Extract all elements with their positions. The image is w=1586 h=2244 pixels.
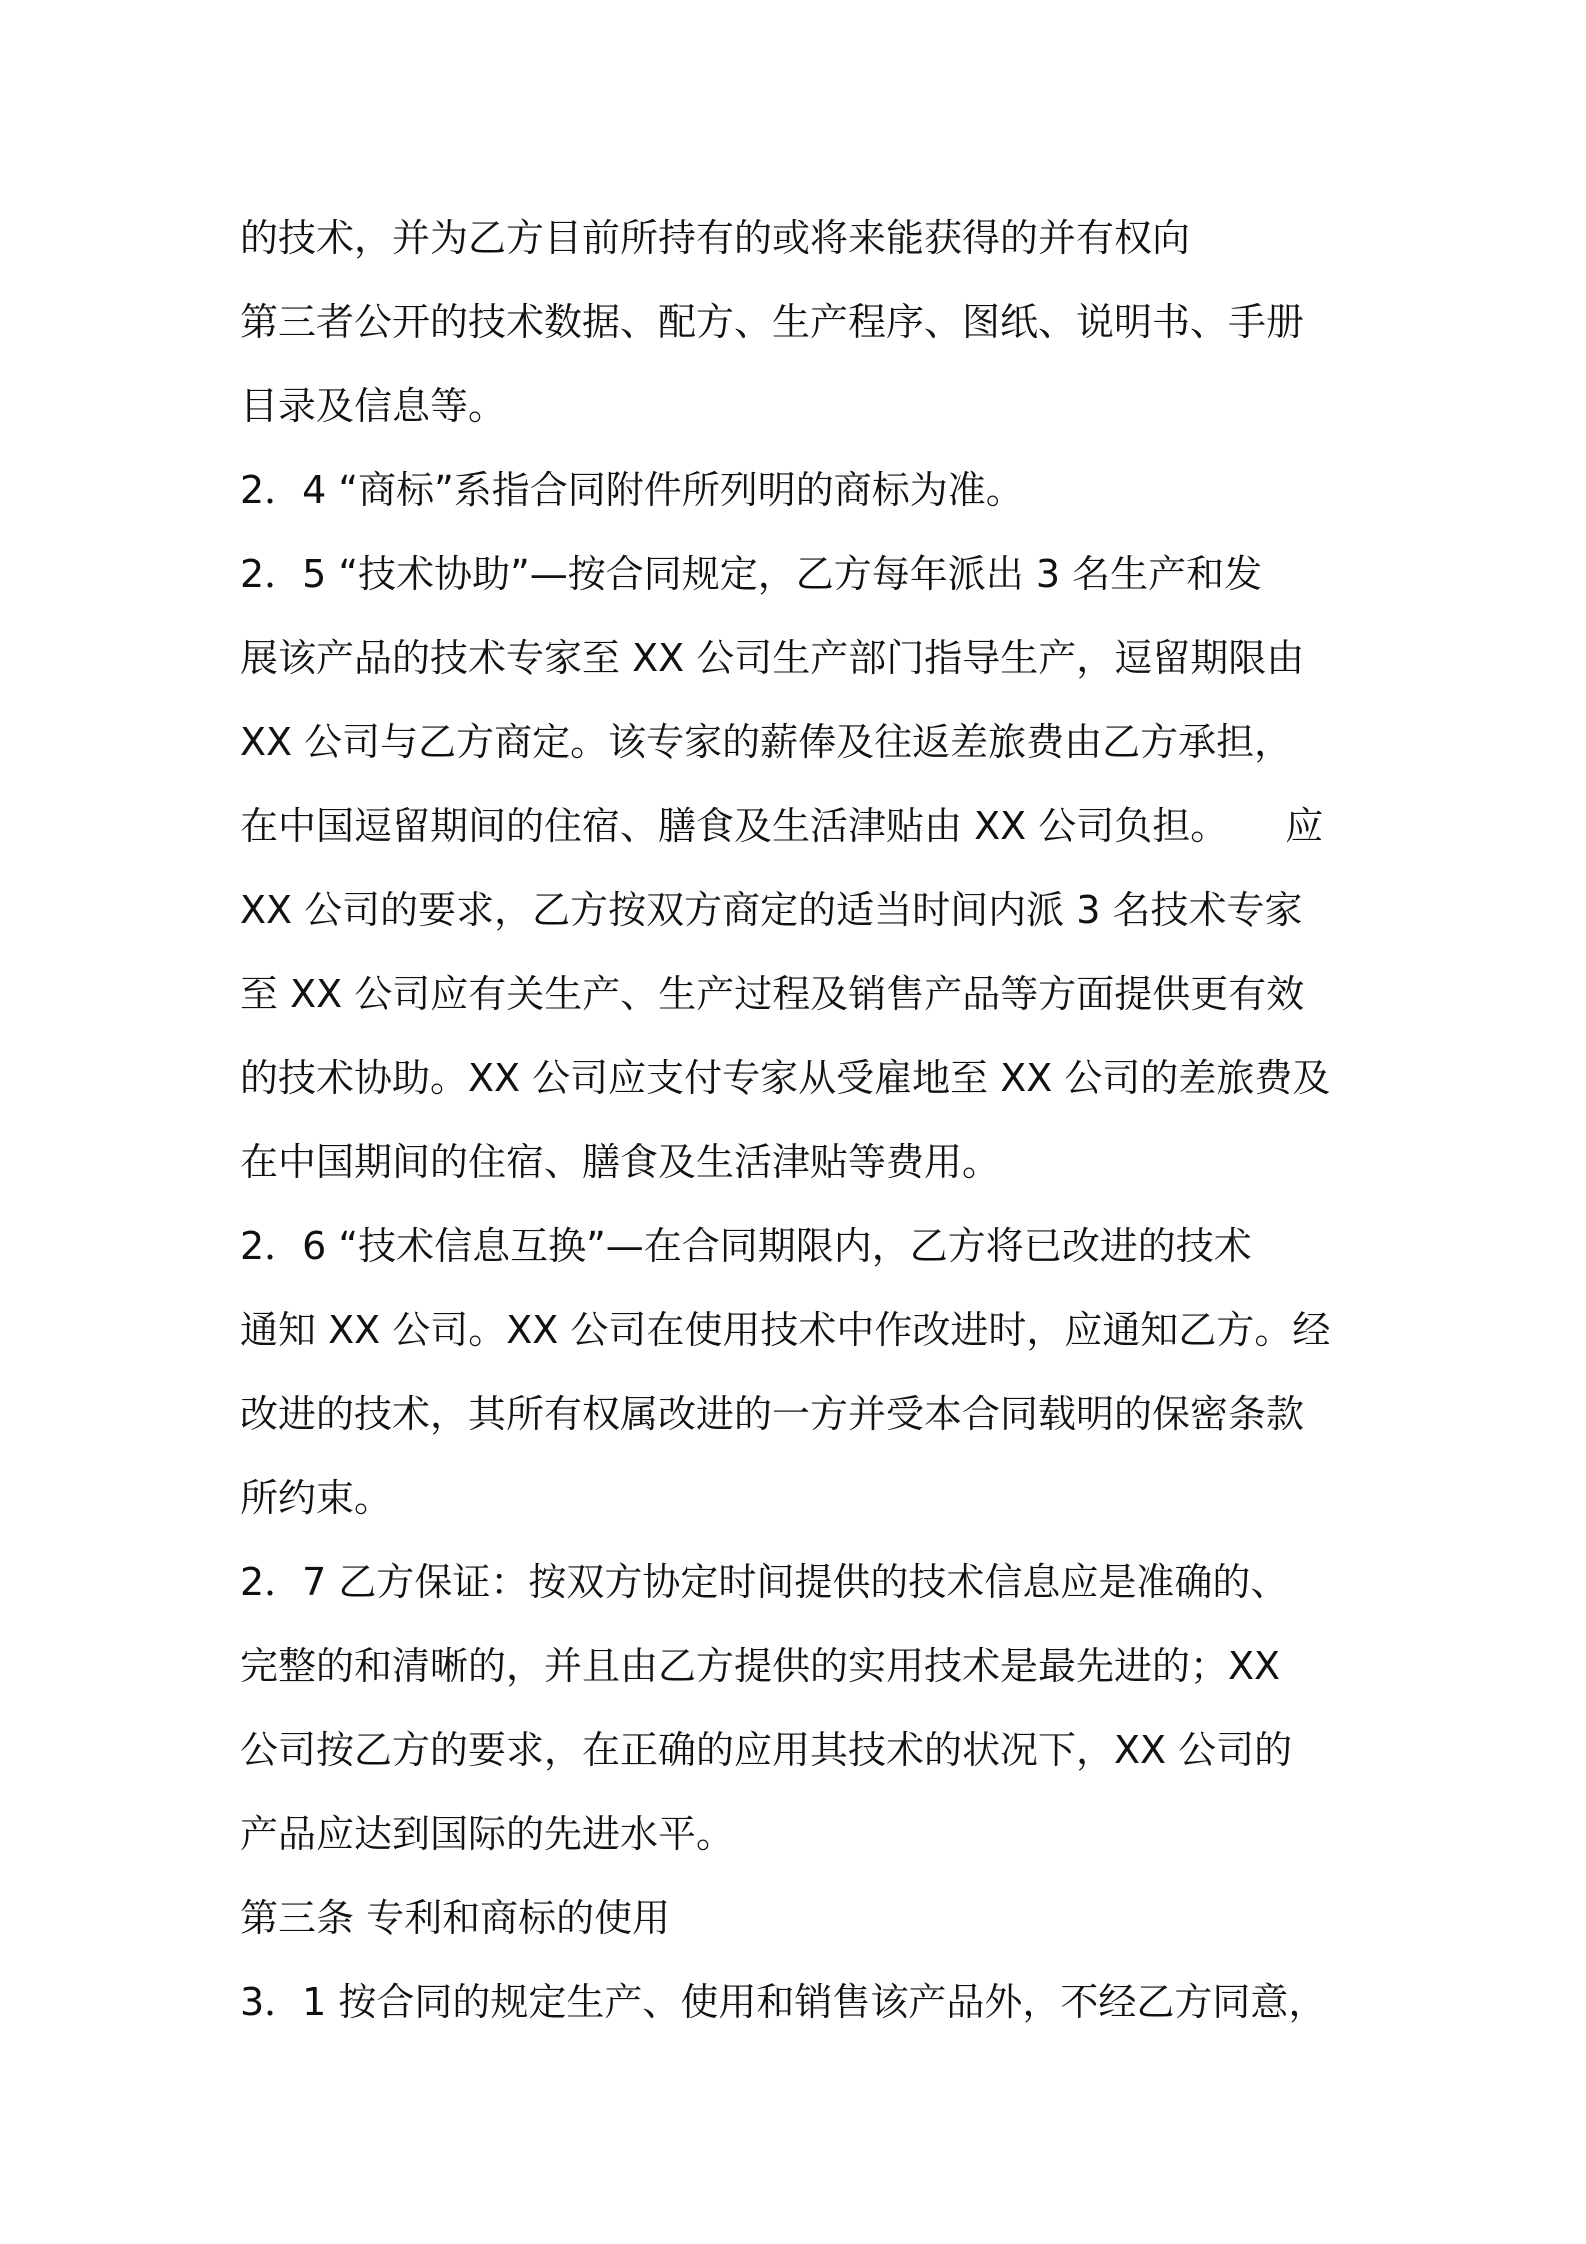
text-line: 产品应达到国际的先进水平。 <box>240 1812 735 1856</box>
text-line: XX 公司与乙方商定。该专家的薪俸及往返差旅费由乙方承担， <box>240 720 1293 764</box>
text-line: 至 XX 公司应有关生产、生产过程及销售产品等方面提供更有效 <box>240 972 1305 1016</box>
clause-2-6-line: 2．6 “技术信息互换”—在合同期限内，乙方将已改进的技术 <box>240 1224 1252 1268</box>
text-line: 展该产品的技术专家至 XX 公司生产部门指导生产，逗留期限由 <box>240 636 1305 680</box>
text-line: 的技术，并为乙方目前所持有的或将来能获得的并有权向 <box>240 216 1191 260</box>
text-line: 改进的技术，其所有权属改进的一方并受本合同载明的保密条款 <box>240 1392 1305 1436</box>
text-line: 完整的和清晰的，并且由乙方提供的实用技术是最先进的；XX <box>240 1644 1281 1688</box>
text-line: 在中国逗留期间的住宿、膳食及生活津贴由 XX 公司负担。 应 <box>240 804 1324 848</box>
text-line: 所约束。 <box>240 1476 393 1520</box>
text-line: 的技术协助。XX 公司应支付专家从受雇地至 XX 公司的差旅费及 <box>240 1056 1331 1100</box>
text-line: 目录及信息等。 <box>240 384 507 428</box>
text-line: XX 公司的要求，乙方按双方商定的适当时间内派 3 名技术专家 <box>240 888 1303 932</box>
clause-2-4-line: 2．4 “商标”系指合同附件所列明的商标为准。 <box>240 468 1024 512</box>
clause-2-5-line: 2．5 “技术协助”—按合同规定，乙方每年派出 3 名生产和发 <box>240 552 1263 596</box>
document-body <box>240 196 1390 2044</box>
text-line: 通知 XX 公司。XX 公司在使用技术中作改进时，应通知乙方。经 <box>240 1308 1331 1352</box>
text-line: 在中国期间的住宿、膳食及生活津贴等费用。 <box>240 1140 1001 1184</box>
text-line: 公司按乙方的要求，在正确的应用其技术的状况下，XX 公司的 <box>240 1728 1293 1772</box>
article-3-heading: 第三条 专利和商标的使用 <box>240 1896 671 1940</box>
text-line: 第三者公开的技术数据、配方、生产程序、图纸、说明书、手册 <box>240 300 1305 344</box>
clause-2-7-line: 2．7 乙方保证：按双方协定时间提供的技术信息应是准确的、 <box>240 1560 1289 1604</box>
clause-3-1-line: 3．1 按合同的规定生产、使用和销售该产品外，不经乙方同意， <box>240 1980 1327 2024</box>
